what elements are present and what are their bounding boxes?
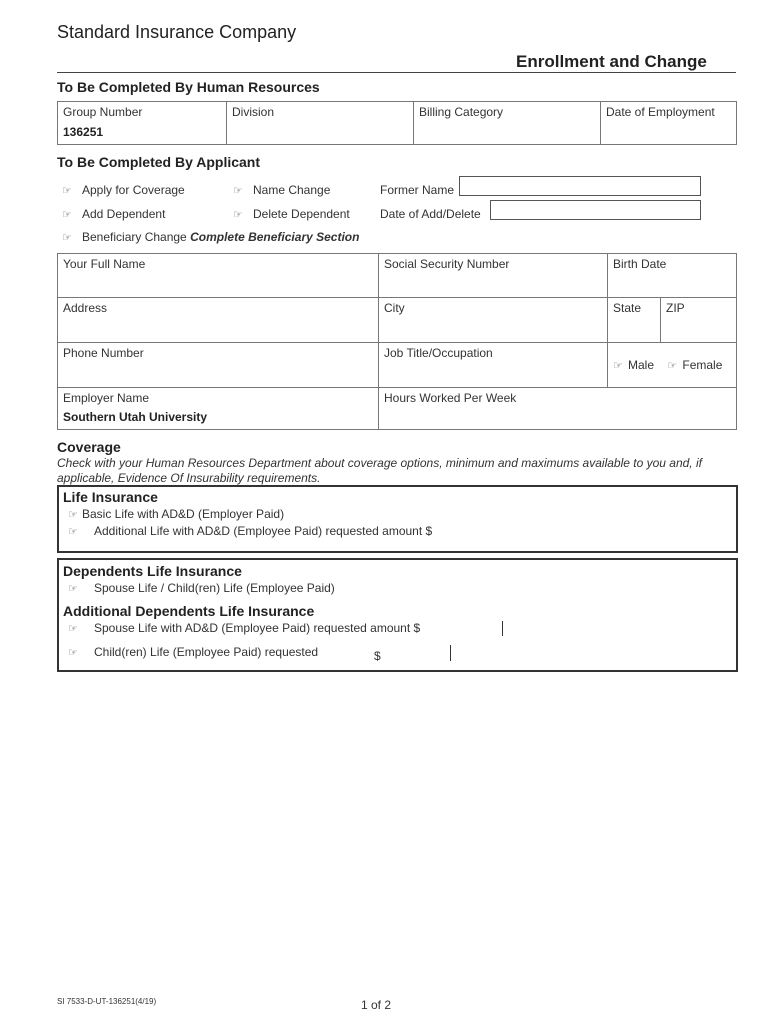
add-dependent-label: Add Dependent (82, 207, 166, 221)
checkbox-icon: ☞ (667, 360, 678, 372)
form-title: Enrollment and Change (516, 52, 707, 71)
form-code: SI 7533-D-UT-136251(4/19) (57, 997, 157, 1006)
hours-worked-label: Hours Worked Per Week (384, 391, 517, 405)
birth-date-cell[interactable] (608, 254, 737, 298)
job-title-cell[interactable] (379, 343, 608, 388)
group-number-label: Group Number (63, 105, 143, 119)
ssn-label: Social Security Number (384, 257, 510, 271)
date-of-employment-label: Date of Employment (606, 105, 715, 119)
city-label: City (384, 301, 405, 315)
beneficiary-change-option[interactable] (62, 230, 359, 244)
coverage-note: Check with your Human Resources Department about coverage options, minimum and maximums available to you and, if applicable, Evidence Of Insurability requirements. (57, 456, 702, 485)
children-life-option[interactable] (68, 645, 318, 659)
division-label: Division (232, 105, 275, 119)
dependents-life-title: Dependents Life Insurance (63, 563, 242, 579)
birth-date-label: Birth Date (613, 257, 667, 271)
spouse-child-life-label: Spouse Life / Child(ren) Life (Employee Paid) (94, 581, 335, 595)
checkbox-icon: ☞ (62, 232, 72, 244)
full-name-label: Your Full Name (63, 257, 146, 271)
checkbox-icon: ☞ (68, 509, 78, 521)
additional-life-label: Additional Life with AD&D (Employee Paid) requested amount $ (94, 524, 433, 538)
male-label: Male (628, 358, 655, 372)
delete-dependent-label: Delete Dependent (253, 207, 350, 221)
checkbox-icon: ☞ (613, 360, 623, 372)
ssn-cell[interactable] (379, 254, 608, 298)
group-number-cell[interactable] (58, 102, 227, 145)
beneficiary-change-label: Beneficiary Change (82, 230, 187, 244)
add-dependent-option[interactable] (62, 207, 165, 221)
life-insurance-title: Life Insurance (63, 489, 158, 505)
spouse-add-life-option[interactable] (68, 621, 420, 635)
applicant-table (57, 253, 737, 430)
full-name-cell[interactable] (58, 254, 379, 298)
former-name-label: Former Name (380, 183, 455, 197)
basic-life-label: Basic Life with AD&D (Employer Paid) (82, 507, 285, 521)
job-title-label: Job Title/Occupation (384, 346, 493, 360)
employer-label: Employer Name (63, 391, 150, 405)
name-change-option[interactable] (233, 183, 330, 197)
company-name: Standard Insurance Company (57, 22, 297, 42)
additional-dependents-title: Additional Dependents Life Insurance (63, 603, 315, 619)
dependents-life-box (57, 558, 738, 672)
hr-section-title: To Be Completed By Human Resources (57, 79, 320, 95)
checkbox-icon: ☞ (233, 209, 243, 221)
date-add-delete-label: Date of Add/Delete (380, 207, 481, 221)
address-label: Address (63, 301, 108, 315)
group-number-value: 136251 (63, 125, 104, 139)
employer-value: Southern Utah University (63, 410, 208, 424)
children-life-label: Child(ren) Life (Employee Paid) requested (94, 645, 319, 659)
coverage-title: Coverage (57, 439, 121, 455)
hr-table (57, 101, 737, 145)
zip-label: ZIP (666, 301, 685, 315)
applicant-section-title: To Be Completed By Applicant (57, 154, 261, 170)
life-insurance-box (57, 485, 738, 553)
state-cell[interactable] (608, 298, 661, 343)
city-cell[interactable] (379, 298, 608, 343)
address-cell[interactable] (58, 298, 379, 343)
female-option[interactable] (667, 358, 722, 372)
date-of-employment-cell[interactable] (601, 102, 737, 145)
title-divider (57, 72, 736, 73)
checkbox-icon: ☞ (68, 623, 78, 635)
phone-label: Phone Number (63, 346, 144, 360)
spouse-child-life-option[interactable] (68, 581, 335, 595)
state-label: State (613, 301, 642, 315)
apply-for-coverage-label: Apply for Coverage (82, 183, 185, 197)
former-name-input[interactable] (459, 176, 701, 196)
children-amount-input[interactable] (450, 645, 451, 661)
checkbox-icon: ☞ (68, 526, 78, 538)
name-change-label: Name Change (253, 183, 331, 197)
male-option[interactable] (613, 358, 654, 372)
date-add-delete-input[interactable] (490, 200, 701, 220)
employer-cell[interactable] (58, 388, 379, 430)
apply-for-coverage-option[interactable] (62, 183, 185, 197)
checkbox-icon: ☞ (62, 209, 72, 221)
billing-category-cell[interactable] (414, 102, 601, 145)
female-label: Female (682, 358, 723, 372)
beneficiary-note: Complete Beneficiary Section (190, 230, 360, 244)
spouse-add-life-label: Spouse Life with AD&D (Employee Paid) requested amount $ (94, 621, 421, 635)
billing-category-label: Billing Category (419, 105, 504, 119)
checkbox-icon: ☞ (62, 185, 72, 197)
gender-cell (608, 343, 737, 388)
hours-worked-cell[interactable] (379, 388, 737, 430)
children-dollar-sign: $ (374, 649, 381, 663)
phone-cell[interactable] (58, 343, 379, 388)
zip-cell[interactable] (661, 298, 737, 343)
delete-dependent-option[interactable] (233, 207, 350, 221)
spouse-amount-input[interactable] (502, 621, 503, 636)
page-number: 1 of 2 (361, 998, 392, 1012)
division-cell[interactable] (227, 102, 414, 145)
checkbox-icon: ☞ (68, 647, 78, 659)
basic-life-option[interactable] (68, 507, 284, 521)
checkbox-icon: ☞ (68, 583, 78, 595)
checkbox-icon: ☞ (233, 185, 243, 197)
additional-life-option[interactable] (68, 524, 432, 538)
